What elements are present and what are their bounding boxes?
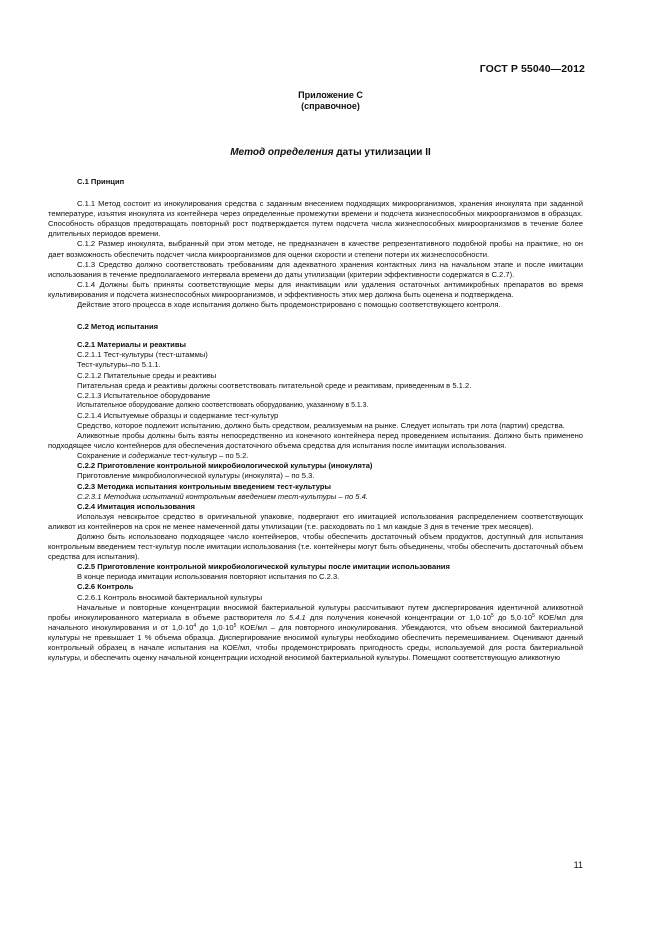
clause-c214-p2: Аликвотные пробы должны быть взяты непосредственно из конечного контейнера перед проведением испытания. Должно быть применено подходящее число контейнеров для обеспечения достаточного объема средства для испытания после имитации использования. [48, 431, 583, 451]
text-run-italic: по 5.4.1 [276, 612, 306, 622]
subsection-heading-c22: С.2.2 Приготовление контрольной микробиологической культуры (инокулята) [77, 461, 373, 471]
paragraph-c11: С.1.1 Метод состоит из инокулирования средства с заданным внесением подходящих микроорганизмов, хранения инокулята при заданной температуре, изъятия инокулята из контейнера через определенные промежутки времени и подсчета жизнеспособных микроорганизмов в образцах. Способность образцов предотвращать повторный рост подтверждается путем подсчета числа жизнеспособных микроорганизмов в течение более длительных периодов времени. [48, 199, 583, 239]
paragraph-c14-control: Действие этого процесса в ходе испытания должно быть продемонстрировано с помощью соответствующего контроля. [77, 300, 501, 310]
subsection-heading-c21: С.2.1 Материалы и реактивы [77, 340, 186, 350]
exponent: 5 [532, 612, 535, 619]
clause-c22-text: Приготовление микробиологической культуры (инокулята) – по 5.3. [77, 471, 315, 481]
exponent: 5 [233, 622, 237, 629]
title-italic: Метод определения [230, 147, 334, 158]
text-run: Сохранение и [77, 451, 129, 461]
subsection-heading-c26: С.2.6 Контроль [77, 582, 134, 592]
text-run: КОЕ/мл – для повторного инокулирования. Убеждаются, что объем вносимой бактериальной культуры не превышает 1 % объема образца. Диспергирование вносимой культуры необходимо обеспечить перемешиванием. Оценивают данный контрольный образец в начале испытания на КОЕ/мл, чтобы продемонстрировать пригодность среды, используемой для роста бактериальной культуры, и обеспечить оценку начальной концентрации исходной вносимой бактериальной культуры. Помещают соответствующую аликвотную [48, 622, 583, 663]
text-run: Начальные и повторные концентрации вносимой бактериальной культуры рассчитывают путем диспергирования идентичной аликвотной пробы инокулированного материала в объеме растворителя [48, 602, 583, 622]
annex-heading [0, 90, 661, 112]
subsection-heading-c23: С.2.3 Методика испытания контрольным введением тест-культуры [77, 481, 332, 491]
section-heading-c2: С.2 Метод испытания [77, 322, 159, 332]
clause-c211-text: Тест-культуры–по 5.1.1. [77, 360, 161, 370]
document-code: ГОСТ Р 55040—2012 [479, 63, 585, 75]
clause-c214-p1: Средство, которое подлежит испытанию, должно быть средством, реализуемым на рынке. Следует испытать три лота (партии) средства. [77, 420, 565, 430]
text-run: КОЕ/мл для начального инокулирования и от 1,0·10 [48, 612, 584, 632]
clause-c213: С.2.1.3 Испытательное оборудование [77, 390, 211, 400]
text-run: тест-культур – по 5.2. [171, 451, 249, 461]
document-body [48, 177, 583, 663]
exponent: 5 [490, 612, 494, 619]
text-run: до 5,0·10 [493, 612, 533, 622]
clause-c212-text: Питательная среда и реактивы должны соответствовать питательной среде и реактивам, приведенным в 5.1.2. [77, 380, 472, 390]
text-run-italic: содержание [128, 451, 172, 461]
subsection-heading-c24: С.2.4 Имитация использования [77, 501, 195, 511]
clause-c231: С.2.3.1 Методика испытаний контрольным введением тест-культуры – по 5.4. [77, 491, 368, 501]
annex-label: Приложение С [298, 90, 363, 100]
text-run: для получения конечной концентрации от 1,0·10 [305, 612, 491, 622]
clause-c24-p1: Используя невскрытое средство в оригинальной упаковке, подвергают его имитацией использования распределением соответствующих аликвот из контейнеров на срок не менее намеченной даты утилизации (т.е. расходовать по 1 мл каждые 3 дня в течение трех месяцев). [48, 511, 583, 531]
clause-c261-text [48, 603, 583, 664]
title-normal: даты утилизации II [333, 147, 431, 158]
clause-c212: С.2.1.2 Питательные среды и реактивы [77, 370, 217, 380]
clause-c214-p3 [48, 451, 583, 461]
paragraph-c12: С.1.2 Размер инокулята, выбранный при этом методе, не предназначен в качестве репрезентативного подобной пробы на практике, но он дает возможность обеспечить подсчет числа микроорганизмов для оценки скорости и степени потери их жизнеспособности. [48, 239, 583, 259]
subsection-heading-c25: С.2.5 Приготовление контрольной микробиологической культуры после имитации использования [77, 562, 450, 572]
clause-c25-text: В конце периода имитации использования повторяют испытания по С.2.3. [77, 572, 340, 582]
exponent: 4 [193, 622, 197, 629]
clause-c261: С.2.6.1 Контроль вносимой бактериальной культуры [77, 592, 263, 602]
paragraph-c14: С.1.4 Должны быть приняты соответствующие меры для инактивации или удаления остаточных антимикробных препаратов во время культивирования и подсчета жизнеспособных микроорганизмов, и эффективность этих мер должна быть оценена и подтверждена. [48, 279, 583, 299]
annex-title [0, 147, 661, 158]
annex-type: (справочное) [301, 101, 360, 111]
clause-c211: С.2.1.1 Тест-культуры (тест-штаммы) [77, 350, 208, 360]
clause-c214: С.2.1.4 Испытуемые образцы и содержание тест-культур [77, 410, 279, 420]
section-heading-c1: С.1 Принцип [77, 177, 125, 186]
clause-c24-p2: Должно быть использовано подходящее число контейнеров, чтобы обеспечить достаточный объем продуктов, доступный для испытания контрольным введением тест-культур после имитации использования (т.е. контейнеры могут быть объединены, чтобы обеспечить достаточный объем средства для испытания). [48, 532, 583, 562]
text-run: до 1,0·10 [196, 622, 234, 632]
paragraph-c13: С.1.3 Средство должно соответствовать требованиям для адекватного хранения контактных линз на начальном этапе и после имитации использования в течение предполагаемого интервала времени до даты утилизации (критерии эффективности содержатся в С.2.7). [48, 259, 583, 279]
clause-c213-text: Испытательное оборудование должно соответствовать оборудованию, указанному в 5.1.3. [77, 401, 369, 409]
page-number: 11 [573, 860, 583, 870]
